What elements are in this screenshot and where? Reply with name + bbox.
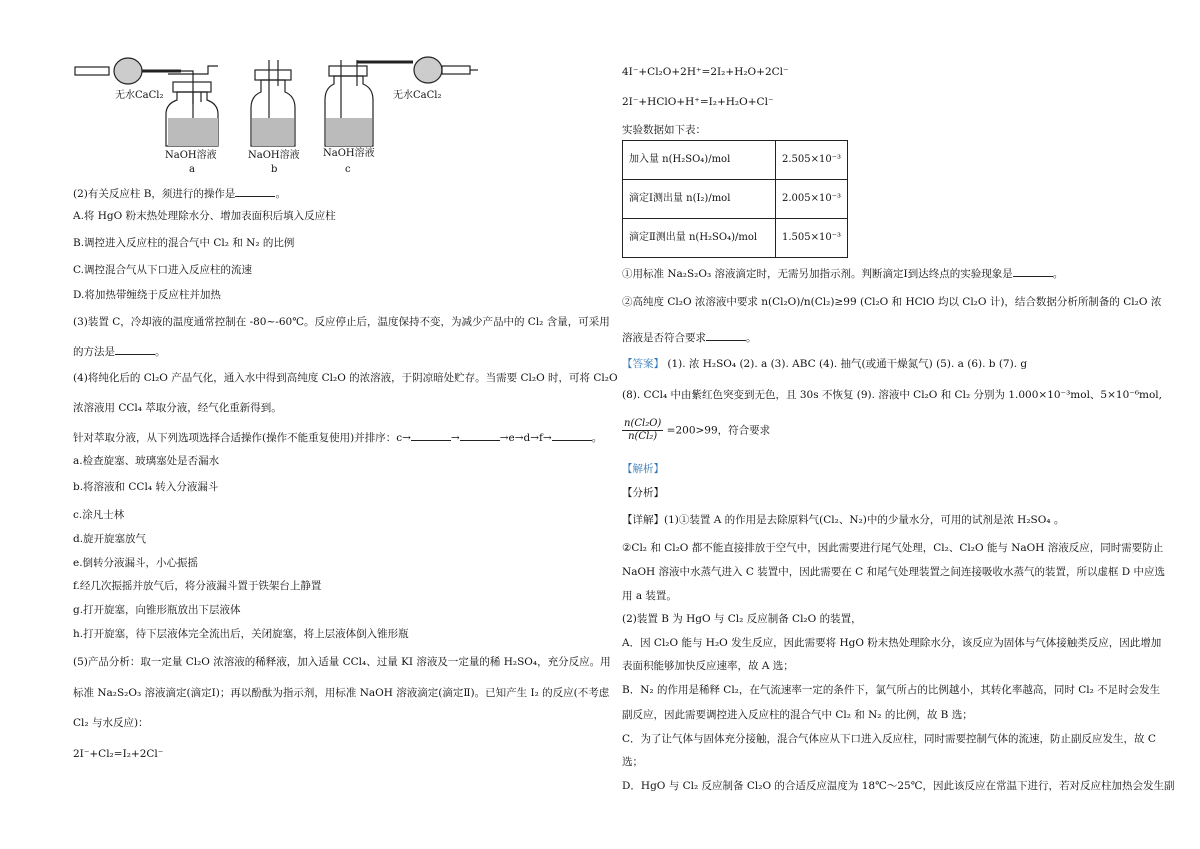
option-b: b.将溶液和 CCl₄ 转入分液漏斗 — [73, 481, 219, 493]
table-cell-value: 1.505×10⁻³ — [776, 219, 848, 258]
option-d: d.旋开旋塞放气 — [73, 533, 147, 545]
answer-blank[interactable] — [460, 430, 500, 441]
naoh-label-b: NaOH溶液 — [248, 150, 300, 161]
fraction-denominator: n(Cl₂) — [628, 431, 658, 442]
table-cell-key: 滴定Ⅱ测出量 n(H₂SO₄)/mol — [623, 219, 776, 258]
detail-line: 选； — [622, 756, 643, 768]
option-f: f.经几次振摇并放气后，将分液漏斗置于铁架台上静置 — [73, 580, 322, 592]
question-5-line2: 标准 Na₂S₂O₃ 溶液滴定(滴定Ⅰ)；再以酚酞为指示剂，用标准 NaOH 溶液滴定(滴定Ⅱ)。已知产生 I₂ 的反应(不考虑 — [73, 687, 610, 699]
answer-blank[interactable] — [411, 430, 451, 441]
figure-label-a: a — [189, 164, 195, 175]
answer-line1: 【答案】 (1). 浓 H₂SO₄ (2). a (3). ABC (4). 抽气(或通干燥氮气) (5). a (6). b (7). g — [622, 358, 1028, 370]
answer-blank[interactable] — [1013, 266, 1053, 277]
table-row — [623, 180, 848, 219]
detail-line: A．因 Cl₂O 能与 H₂O 发生反应，因此需要将 HgO 粉末热处理除水分，该反应为固体与气体接触类反应，因此增加 — [622, 637, 1162, 649]
equation-3: 2I⁻+HClO+H⁺=I₂+H₂O+Cl⁻ — [622, 96, 774, 108]
detail-line: (2)装置 B 为 HgO 与 Cl₂ 反应制备 Cl₂O 的装置， — [622, 613, 862, 625]
table-cell-value: 2.005×10⁻³ — [776, 180, 848, 219]
question-4-line2: 浓溶液用 CCl₄ 萃取分液，经气化重新得到。 — [73, 402, 282, 414]
detail-line: 副反应，因此需要调控进入反应柱的混合气中 Cl₂ 和 N₂ 的比例，故 B 选； — [622, 709, 973, 721]
equation-2: 4I⁻+Cl₂O+2H⁺=2I₂+H₂O+2Cl⁻ — [622, 66, 789, 78]
fenxi-heading: 【分析】 — [622, 487, 664, 499]
question-ii-line2: 溶液是否符合要求 。 — [622, 332, 757, 344]
option-e: e.倒转分液漏斗，小心振摇 — [73, 557, 199, 569]
naoh-label-c: NaOH溶液 — [323, 148, 375, 159]
answer-line2: (8). CCl₄ 中由紫红色突变到无色，且 30s 不恢复 (9). 溶液中 Cl₂O 和 Cl₂ 分别为 1.000×10⁻³mol、5×10⁻⁶mol, — [622, 389, 1163, 401]
fraction-result: =200>99，符合要求 — [666, 424, 771, 437]
answer-blank[interactable] — [552, 430, 592, 441]
table-cell-key: 加入量 n(H₂SO₄)/mol — [623, 141, 776, 180]
detail-line: 用 a 装置。 — [622, 590, 677, 602]
data-table — [622, 140, 848, 258]
ratio-fraction — [622, 418, 663, 443]
answer-blank[interactable] — [235, 186, 275, 197]
detail-line: 【详解】(1)①装置 A 的作用是去除原料气(Cl₂、N₂)中的少量水分，可用的试剂是浓 H₂SO₄ 。 — [622, 514, 1065, 526]
figure-label-c: c — [345, 164, 351, 175]
table-cell-value: 2.505×10⁻³ — [776, 141, 848, 180]
detail-line: NaOH 溶液中水蒸气进入 C 装置中，因此需要在 C 和尾气处理装置之间连接吸收水蒸气的装置，所以虚框 D 中应选 — [622, 566, 1166, 578]
question-5-line1: (5)产品分析：取一定量 Cl₂O 浓溶液的稀释液，加入适量 CCl₄、过量 KI 溶液及一定量的稀 H₂SO₄，充分反应。用 — [73, 656, 611, 668]
cacl2-label-right: 无水CaCl₂ — [393, 90, 442, 101]
analysis-tag: 【解析】 — [622, 463, 664, 475]
question-3-line2: 的方法是 。 — [73, 346, 166, 358]
figure-label-b: b — [271, 164, 278, 175]
option-2b: B.调控进入反应柱的混合气中 Cl₂ 和 N₂ 的比例 — [73, 237, 295, 249]
option-2d: D.将加热带缠绕于反应柱并加热 — [73, 289, 221, 301]
question-2: (2)有关反应柱 B，须进行的操作是 。 — [73, 188, 286, 200]
question-4-line3: 针对萃取分液，从下列选项选择合适操作(操作不能重复使用)并排序：c→ → →e→d→f→ 。 — [73, 432, 603, 444]
answer-blank[interactable] — [706, 330, 746, 341]
naoh-label-a: NaOH溶液 — [165, 150, 217, 161]
answer-tag: 【答案】 — [622, 358, 664, 370]
detail-line: D．HgO 与 Cl₂ 反应制备 Cl₂O 的合适反应温度为 18℃～25℃，因此该反应在常温下进行，若对反应柱加热会发生副 — [622, 780, 1175, 792]
table-row — [623, 219, 848, 258]
option-a: a.检查旋塞、玻璃塞处是否漏水 — [73, 455, 220, 467]
answer-fraction-line — [622, 418, 770, 443]
cacl2-label-left: 无水CaCl₂ — [115, 90, 164, 101]
detail-line: B．N₂ 的作用是稀释 Cl₂，在气流速率一定的条件下，氯气所占的比例越小，其转化率越高，同时 Cl₂ 不足时会发生 — [622, 684, 1161, 696]
answer-blank[interactable] — [115, 344, 155, 355]
detail-line: ②Cl₂ 和 Cl₂O 都不能直接排放于空气中，因此需要进行尾气处理，Cl₂、Cl₂O 能与 NaOH 溶液反应，同时需要防止 — [622, 542, 1164, 554]
question-3-line1: (3)装置 C，冷却液的温度通常控制在 -80~-60℃。反应停止后，温度保持不变，为减少产品中的 Cl₂ 含量，可采用 — [73, 316, 610, 328]
option-h: h.打开旋塞，待下层液体完全流出后，关闭旋塞，将上层液体倒入锥形瓶 — [73, 628, 409, 640]
question-ii-line1: ②高纯度 Cl₂O 浓溶液中要求 n(Cl₂O)/n(Cl₂)≥99 (Cl₂O 和 HClO 均以 Cl₂O 计)，结合数据分析所制备的 Cl₂O 浓 — [622, 296, 1162, 308]
option-2a: A.将 HgO 粉末热处理除水分、增加表面积后填入反应柱 — [73, 210, 336, 222]
question-5-line3: Cl₂ 与水反应)： — [73, 717, 149, 729]
detail-line: 表面积能够加快反应速率，故 A 选； — [622, 660, 794, 672]
option-c: c.涂凡士林 — [73, 509, 125, 521]
detail-line: C．为了让气体与固体充分接触，混合气体应从下口进入反应柱，同时需要控制气体的流速，防止副反应发生，故 C — [622, 733, 1156, 745]
fraction-numerator: n(Cl₂O) — [624, 418, 662, 429]
option-2c: C.调控混合气从下口进入反应柱的流速 — [73, 264, 252, 276]
option-g: g.打开旋塞，向锥形瓶放出下层液体 — [73, 604, 241, 616]
table-title: 实验数据如下表： — [622, 124, 706, 136]
apparatus-figure — [73, 56, 483, 176]
table-row — [623, 141, 848, 180]
equation-1: 2I⁻+Cl₂=I₂+2Cl⁻ — [73, 748, 164, 760]
question-i: ①用标准 Na₂S₂O₃ 溶液滴定时，无需另加指示剂。判断滴定Ⅰ到达终点的实验现象是 。 — [622, 268, 1064, 280]
table-cell-key: 滴定Ⅰ测出量 n(I₂)/mol — [623, 180, 776, 219]
question-4-line1: (4)将纯化后的 Cl₂O 产品气化，通入水中得到高纯度 Cl₂O 的浓溶液，于阴凉暗处贮存。当需要 Cl₂O 时，可将 Cl₂O — [73, 372, 618, 384]
